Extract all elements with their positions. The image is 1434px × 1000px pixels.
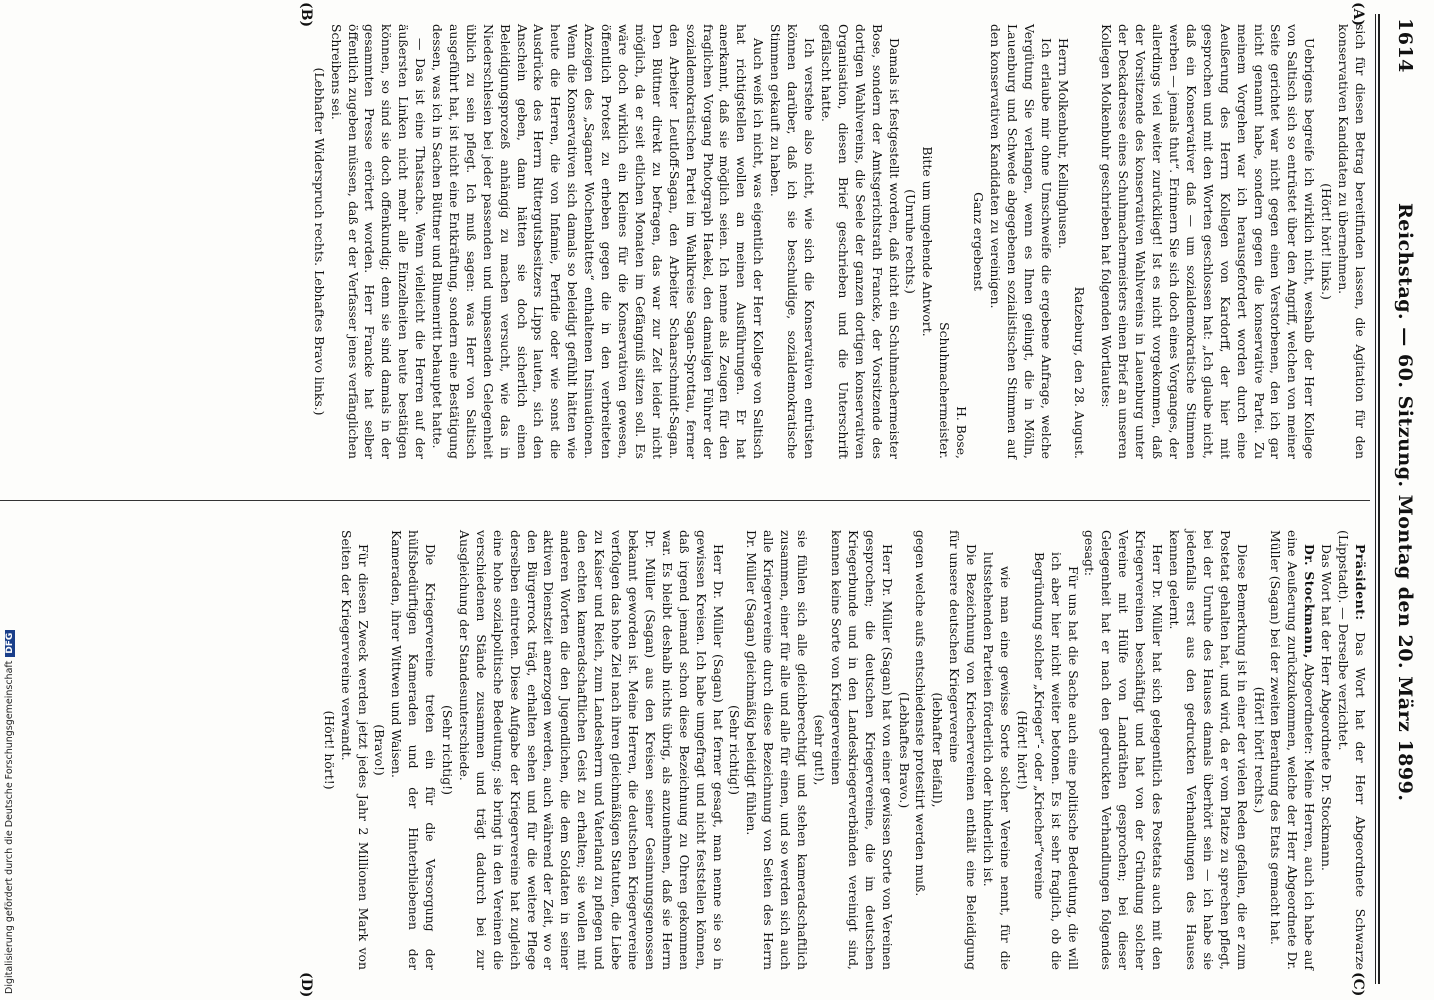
- block-quote: wie man eine gewisse Sorte solcher Vereine nennt, für die lutsstehenden Parteien förderlich oder hinderlich ist.: [981, 552, 1013, 970]
- reaction: (Sehr richtig!): [440, 705, 456, 795]
- speaker-name: Dr. Stockmann,: [1302, 544, 1318, 659]
- reaction: (Hört! hört! links.): [1319, 183, 1335, 300]
- paragraph: Die Bezeichnung von Kriechervereinen enthält eine Beleidigung für unsere deutschen Kriegervereine: [947, 530, 980, 970]
- letter-closing: Ganz ergebenst: [971, 192, 987, 291]
- paragraph: Dr. Stockmann, Abgeordneter: Meine Herren, auch ich habe auf eine Aeußerung zurückzukommen, welche der Herr Abgeordnete Dr. Müller (Sagan) bei der zweiten Berathung des Etats gemacht hat.: [1268, 530, 1318, 970]
- dfg-logo: DFG: [5, 630, 15, 657]
- paragraph: — Das ist eine Thatsache. Wenn vielleicht die Herren auf der äußersten Linken nicht mehr alle Einzelheiten heute bestätigen können, so sind sie doch offenkundig; denn sie sind damals in der gesammten Presse erörtert worden. Herr Francke hat selber öffentlich zugeben müssen, daß er der Verfasser jenes verfänglichen Schreibens sei.: [328, 24, 429, 459]
- letter-signature-title: Schuhmachermeister.: [937, 322, 953, 459]
- reaction: (sehr gut!),: [812, 714, 827, 786]
- paragraph: Uebrigens begreife ich wirklich nicht, weshalb der Herr Kollege von Saltisch sich so entrüstet über den Angriff, welchen von meiner Seite gerichtet war nicht gegen einen Verstorbenen, den ich gar nicht genannt habe, sondern gegen die konservative Partei. Zu meinem Vorgehen war ich herausgefordert worden durch eine Aeußerung des Herrn Kollegen von Kardorff, der hier mit gesprochen und mit den Worten geschlossen hat: „Ich glaube nicht, daß ein Konservativer daß — um sozialdemokratische Stimmen werben — jemals thut“. Erinnern Sie sich doch eines Vorganges, der allerdings viel weiter zurückliegt! Ist es nicht vorgekommen, daß der Vorsitzende des konservativen Wahlvereins in Lauenburg unter der Deckadresse eines Schuhmachermeisters einen Brief an unseren Kollegen Molkenbuhr geschrieben hat folgenden Wortlautes:: [1099, 24, 1318, 459]
- speaker-name: Präsident:: [1353, 544, 1368, 621]
- paragraph: gegen welche aufs entschiedenste protestirt werden muß.: [913, 530, 929, 897]
- letter-body: Ich erlaube mir ohne Umschweife die ergebene Anfrage, welche Vergütung Sie verlangen, wenn es Ihnen gelingt, die in Mölln, Lauenburg und Schwede abgegebenen sozialistischen Stimmen auf den konservativen Kandidaten zu vereinigen.: [987, 24, 1054, 459]
- paragraph: Herr Dr. Müller hat sich gelegentlich des Postetats auch mit den Kriegervereinen beschäftigt und hat von der Gründung solcher Vereine mit Hülfe von Landräthen gesprochen; bei dieser Gelegenheit hat er nach den gedruckten Verhandlungen folgendes gesagt:: [1082, 530, 1166, 970]
- footer-text: Digitalisierung gefördert durch die Deutsche Forschungsgemeinschaft: [4, 660, 15, 994]
- paragraph: sich für diesen Betrag bereitfinden lassen, die Agitation für den konservativen Kandidaten zu übernehmen.: [1336, 24, 1368, 459]
- letter-salutation: Herrn Molkenbuhr, Kellinghusen.: [1055, 38, 1071, 249]
- reaction: (Sehr richtig!): [727, 705, 743, 795]
- paragraph: Für diesen Zweck werden jetzt jedes Jahr 2 Millionen Mark von Seiten der Kriegervereine verwandt.: [338, 530, 371, 970]
- header-rule: [1378, 14, 1380, 984]
- reaction: (Hört! hört!): [321, 710, 337, 790]
- paragraph: Damals ist festgestellt worden, daß nicht ein Schuhmachermeister Bose, sondern der Amtsgerichtsrath Francke, der Vorsitzende des dortigen Wahlvereins, die Seele der ganzen dortigen konservativen Organisation, diesen Brief geschrieben und die Unterschrift gefälscht hatte.: [818, 24, 902, 459]
- margin-marker-a: (A): [1350, 2, 1366, 27]
- paragraph: Auch weiß ich nicht, was eigentlich der Herr Kollege von Saltisch hat richtigstellen wollen an meinen Ausführungen. Er hat anerkannt, daß sie möglich seien. Ich nenne als Zeugen für den fraglichen Vorgang Photograph Haekel, den damaligen Führer der sozialdemokratischen Partei im Wahlkreise Sagan-Sprottau, ferner den Arbeiter Leutloff-Sagan, den Arbeiter Schaarschmidt-Sagan. Den Büttner direkt zu befragen, das war zur Zeit leider nicht möglich, da er seit etlichen Monaten im Gefängniß sitzen soll. Es wäre doch wirklich ein Kleines für die Konservativen gewesen, öffentlich Protest zu erheben gegen die in den verbreiteten Anzeigen des „Saganer Wochenblattes“ enthaltenen Insinuationen. Wenn die Konservativen sich damals so beleidigt gefühlt hätten wie heute die Herren, die von Infamie, Perfidie oder wie sonst die Ausdrücke des Herrn Rittergutsbesitzers Lipps lauten, sich den Anschein geben, dann hätten sie doch sicherlich einen Beleidigungsprozeß anhängig zu machen versucht, wie das in Niederschlesien bei jeder passenden und unpassenden Gelegenheit üblich zu sein pflegt. Ich muß sagen: was Herr von Saltisch ausgeführt hat, ist nicht eine Entkräftung, sondern eine Bestätigung dessen, was ich in Sachen Büttner und Blumenritt behauptet hatte.: [430, 24, 767, 459]
- reaction: (Hört! hört! rechts.): [1251, 686, 1267, 814]
- letter-place: Ratzeburg, den 28. August.: [1072, 286, 1088, 459]
- page-title: Reichstag. — 60. Sitzung. Montag den 20. März 1899.: [1394, 203, 1416, 802]
- paragraph: sie fühlen sich alle gleichberechtigt und stehen kameradschaftlich zusammen, einer für alle und alle für einen, und so werden sich auch alle Kriegervereine durch diese Bezeichnung von Seiten des Herrn Dr. Müller (Sagan) gleichmäßig beleidigt fühlen.: [744, 530, 811, 970]
- left-column: [310, 24, 1368, 459]
- paragraph: Herr Dr. Müller (Sagan) hat ferner gesagt, man nenne sie so in gewissen Kreisen. Ich habe umgefragt und nicht feststellen können, daß irgend jemand schon diese Bezeichnung zu Ohren gekommen war. Es bleibt deshalb nichts übrig, als anzunehmen, daß sie Herrn Dr. Müller (Sagan) aus den Kreisen seiner Gesinnungsgenossen bekannt geworden ist. Meine Herren, die deutschen Kriegervereine verfolgen das hohe Ziel nach ihren gleichmäßigen Statuten, die Liebe zu Kaiser und Reich, zum Landesherrn und Vaterland zu pflegen und den echten kameradschaftlichen Geist zu erhalten; sie wollen mit anderen Worten die den Jugendlichen, die dem Soldaten in seiner aktiven Dienstzeit anerzogen werden, auch während der Zeit, wo er den Bürgerrock trägt, erhalten sehen und für die weitere Pflege derselben eintreten. Diese Aufgabe der Kriegervereine hat zugleich eine hohe sozialpolitische Bedeutung; sie bringt in den Vereinen die verschiedenen Stände zusammen und trägt dadurch bei zur Ausgleichung der Standesunterschiede.: [456, 530, 726, 970]
- reaction: (lebhafter Beifall),: [930, 692, 946, 808]
- margin-marker-c: (C): [1350, 972, 1366, 997]
- page-number: 1614: [1394, 18, 1416, 73]
- margin-marker-d: (D): [298, 972, 314, 998]
- paragraph: Diese Bemerkung ist in einer der vielen Reden gefallen, die er zum Postetat gehalten hat, und wird, da er vom Platze zu sprechen pflegt, bei der Unruhe des Hauses damals überhört sein — ich habe sie jedenfalls erst aus den gedruckten Verhandlungen des Hauses kennen gelernt.: [1167, 530, 1250, 970]
- paragraph: Ich verstehe also nicht, wie sich die Konservativen entrüsten können darüber, daß ich sie beschuldige, sozialdemokratische Stimmen gekauft zu haben.: [768, 24, 817, 459]
- paragraph: Präsident: Das Wort hat der Herr Abgeordnete Schwarze (Lippstadt). — Derselbe verzichtet.: [1336, 530, 1368, 970]
- page-header: [1390, 18, 1420, 980]
- paragraph: Das Wort hat der Herr Abgeordnete Dr. Stockmann.: [1319, 544, 1335, 871]
- footer-strip: [0, 0, 18, 1000]
- reaction: (Hört! hört!): [1014, 710, 1030, 790]
- reaction: (Lebhaftes Bravo.): [896, 691, 912, 809]
- paragraph: Herr Dr. Müller (Sagan) hat von einer gewissen Sorte von Vereinen gesprochen; die deutschen Kriegervereine, die im deutschen Kriegerbunde und in den Landeskriegerverbänden vereinigt sind, kennen keine Sorte von Kriegervereinen: [828, 530, 895, 970]
- reaction: (Lebhafter Widerspruch rechts. Lebhaftes Bravo links.): [311, 67, 327, 416]
- column-divider: [0, 500, 1370, 501]
- right-column: [320, 530, 1368, 970]
- letter-postscript: Bitte um umgehende Antwort.: [920, 146, 936, 337]
- reaction: (Bravo!): [372, 724, 388, 776]
- letter-signature-name: H. Bose,: [954, 406, 970, 459]
- margin-marker-b: (B): [298, 2, 314, 28]
- paragraph: Die Kriegervereine treten ein für die Versorgung der hülfsbedürftigen Kameraden und der Hinterbliebenen der Kameraden, ihrer Wittwen und Waisen.: [389, 530, 439, 970]
- block-quote: Für uns hat die Sache auch eine politische Bedeutung, die will ich aber hier nicht weiter betonen. Es ist sehr fraglich, ob die Begründung solcher „Krieger“- oder „Kriecher“vereine: [1031, 552, 1081, 970]
- reaction: (Unruhe rechts.): [903, 189, 919, 294]
- header-rule-thin: [1375, 14, 1376, 984]
